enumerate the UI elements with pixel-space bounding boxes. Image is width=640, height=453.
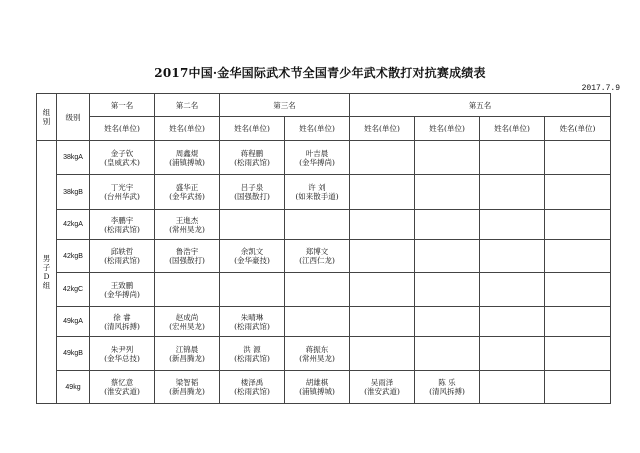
- athlete-cell: [285, 337, 350, 371]
- empty-cell: [350, 273, 415, 307]
- empty-cell: [545, 141, 611, 175]
- header-weight: 级别: [57, 94, 90, 141]
- athlete-name: 梁智韬: [175, 378, 199, 387]
- table-row: [37, 371, 611, 404]
- empty-cell: [415, 273, 480, 307]
- athlete-unit: (松雨武馆): [104, 256, 140, 265]
- athlete-name: 吴雨泽: [370, 378, 394, 387]
- athlete-name: 叶吉晨: [305, 148, 329, 158]
- athlete-cell: [155, 175, 220, 210]
- weight-class-cell: 49kgB: [57, 337, 90, 371]
- athlete-name: 郑博文: [305, 247, 329, 256]
- empty-cell: [350, 175, 415, 210]
- header-group: 组别: [37, 94, 57, 141]
- header-name-unit: 姓名(单位): [285, 117, 350, 141]
- empty-cell: [480, 307, 545, 337]
- weight-class-cell: 42kgC: [57, 273, 90, 307]
- athlete-name: 朱晴琳: [240, 312, 264, 322]
- athlete-cell: [285, 371, 350, 404]
- weight-class-cell: 49kg: [57, 371, 90, 404]
- table-row: [37, 240, 611, 273]
- athlete-unit: (金华豪技): [234, 256, 270, 265]
- athlete-cell: [285, 240, 350, 273]
- athlete-name: 蒋振东: [305, 344, 329, 354]
- athlete-unit: (松雨武馆): [234, 321, 270, 331]
- athlete-cell: [155, 371, 220, 404]
- athlete-unit: (常州昊龙): [299, 353, 335, 363]
- athlete-name: 鲁浩宇: [175, 247, 199, 256]
- empty-cell: [415, 175, 480, 210]
- empty-cell: [480, 141, 545, 175]
- athlete-cell: [155, 337, 220, 371]
- empty-cell: [350, 307, 415, 337]
- athlete-unit: (浦镇搏城): [299, 387, 335, 396]
- athlete-cell: [220, 337, 285, 371]
- athlete-name: 周鑫焜: [175, 148, 199, 158]
- weight-class-cell: 38kgB: [57, 175, 90, 210]
- athlete-name: 蔡忆意: [110, 378, 134, 387]
- empty-cell: [545, 273, 611, 307]
- athlete-cell: [155, 210, 220, 240]
- athlete-cell: [415, 371, 480, 404]
- empty-cell: [220, 210, 285, 240]
- header-first: 第一名: [90, 94, 155, 117]
- header-row-2: [37, 117, 611, 141]
- empty-cell: [415, 141, 480, 175]
- empty-cell: [545, 371, 611, 404]
- empty-cell: [415, 210, 480, 240]
- table-row: [37, 175, 611, 210]
- empty-cell: [285, 210, 350, 240]
- athlete-name: 余凯文: [240, 247, 264, 256]
- empty-cell: [545, 175, 611, 210]
- athlete-name: 邱轶哲: [110, 247, 134, 256]
- page-title: 2017中国·金华国际武术节全国青少年武术散打对抗赛成绩表: [154, 66, 486, 80]
- athlete-cell: [90, 175, 155, 210]
- empty-cell: [285, 307, 350, 337]
- athlete-unit: (新昌腾龙): [169, 353, 205, 363]
- athlete-name: 赵成尚: [175, 312, 199, 322]
- athlete-cell: [285, 175, 350, 210]
- athlete-unit: (国强散打): [234, 192, 270, 201]
- table-row: [37, 141, 611, 175]
- athlete-name: 王進杰: [175, 215, 199, 225]
- athlete-name: 楼泽禹: [240, 378, 264, 387]
- header-name-unit: 姓名(单位): [415, 117, 480, 141]
- group-cell: 男子D组: [37, 141, 57, 404]
- empty-cell: [480, 175, 545, 210]
- athlete-name: 王致鹏: [110, 280, 134, 290]
- table-row: [37, 210, 611, 240]
- athlete-cell: [90, 337, 155, 371]
- athlete-name: 金子钦: [110, 148, 134, 158]
- athlete-unit: (清风拆搏): [104, 321, 140, 331]
- athlete-unit: (常州昊龙): [169, 224, 205, 234]
- document-date: 2017.7.9: [581, 84, 620, 93]
- header-third: 第三名: [220, 94, 350, 117]
- athlete-unit: (清风拆搏): [429, 387, 465, 396]
- athlete-cell: [220, 240, 285, 273]
- athlete-cell: [220, 307, 285, 337]
- empty-cell: [285, 273, 350, 307]
- weight-class-cell: 38kgA: [57, 141, 90, 175]
- empty-cell: [155, 273, 220, 307]
- empty-cell: [480, 273, 545, 307]
- athlete-cell: [155, 141, 220, 175]
- empty-cell: [545, 307, 611, 337]
- empty-cell: [480, 337, 545, 371]
- athlete-unit: (金华武扬): [169, 192, 205, 201]
- athlete-name: 吕子泉: [240, 183, 264, 192]
- athlete-cell: [285, 141, 350, 175]
- athlete-unit: (台州华武): [104, 192, 140, 201]
- header-row-1: [37, 94, 611, 117]
- athlete-unit: (金华搏尚): [104, 289, 140, 299]
- athlete-unit: (淮安武道): [364, 387, 400, 396]
- table-row: [37, 273, 611, 307]
- athlete-cell: [90, 210, 155, 240]
- empty-cell: [545, 240, 611, 273]
- athlete-name: 许 刘: [308, 183, 326, 192]
- athlete-unit: (松雨武馆): [104, 224, 140, 234]
- athlete-cell: [90, 240, 155, 273]
- weight-class-cell: 49kgA: [57, 307, 90, 337]
- empty-cell: [350, 240, 415, 273]
- results-table: [36, 93, 611, 404]
- empty-cell: [480, 371, 545, 404]
- header-name-unit: 姓名(单位): [155, 117, 220, 141]
- empty-cell: [415, 337, 480, 371]
- athlete-cell: [220, 141, 285, 175]
- athlete-name: 李鹏宇: [110, 215, 134, 225]
- header-fifth: 第五名: [350, 94, 611, 117]
- header-name-unit: 姓名(单位): [350, 117, 415, 141]
- table-row: [37, 307, 611, 337]
- empty-cell: [545, 337, 611, 371]
- athlete-name: 盛华正: [175, 183, 199, 192]
- empty-cell: [415, 240, 480, 273]
- weight-class-cell: 42kgA: [57, 210, 90, 240]
- empty-cell: [480, 210, 545, 240]
- athlete-unit: (如来散手道): [295, 192, 339, 201]
- athlete-name: 徐 睿: [113, 312, 131, 322]
- empty-cell: [415, 307, 480, 337]
- athlete-cell: [350, 371, 415, 404]
- athlete-cell: [90, 273, 155, 307]
- athlete-cell: [90, 371, 155, 404]
- header-name-unit: 姓名(单位): [545, 117, 611, 141]
- empty-cell: [220, 273, 285, 307]
- athlete-name: 洪 源: [243, 344, 261, 354]
- empty-cell: [350, 210, 415, 240]
- athlete-name: 胡雄棋: [305, 378, 329, 387]
- empty-cell: [350, 141, 415, 175]
- athlete-name: 朱尹列: [110, 344, 134, 354]
- athlete-unit: (新昌腾龙): [169, 387, 205, 396]
- weight-class-cell: 42kgB: [57, 240, 90, 273]
- athlete-unit: (松雨武馆): [234, 353, 270, 363]
- header-name-unit: 姓名(单位): [480, 117, 545, 141]
- header-name-unit: 姓名(单位): [220, 117, 285, 141]
- athlete-unit: (江西仁龙): [299, 256, 335, 265]
- athlete-unit: (松雨武馆): [234, 157, 270, 167]
- athlete-cell: [155, 307, 220, 337]
- athlete-unit: (宏州昊龙): [169, 321, 205, 331]
- athlete-unit: (淮安武道): [104, 387, 140, 396]
- athlete-unit: (浦镇搏城): [169, 157, 205, 167]
- athlete-cell: [220, 371, 285, 404]
- athlete-name: 丁光宇: [110, 183, 134, 192]
- athlete-unit: (金华总技): [104, 353, 140, 363]
- athlete-name: 陈 乐: [438, 378, 456, 387]
- athlete-cell: [90, 307, 155, 337]
- header-name-unit: 姓名(单位): [90, 117, 155, 141]
- athlete-name: 蒋程鹏: [240, 148, 264, 158]
- athlete-cell: [155, 240, 220, 273]
- athlete-cell: [220, 175, 285, 210]
- table-row: [37, 337, 611, 371]
- empty-cell: [480, 240, 545, 273]
- athlete-unit: (金华搏尚): [299, 157, 335, 167]
- athlete-unit: (皇威武术): [104, 157, 140, 167]
- athlete-name: 江锦晨: [175, 344, 199, 354]
- header-second: 第二名: [155, 94, 220, 117]
- athlete-unit: (国强散打): [169, 256, 205, 265]
- athlete-cell: [90, 141, 155, 175]
- empty-cell: [545, 210, 611, 240]
- empty-cell: [350, 337, 415, 371]
- athlete-unit: (松雨武馆): [234, 387, 270, 396]
